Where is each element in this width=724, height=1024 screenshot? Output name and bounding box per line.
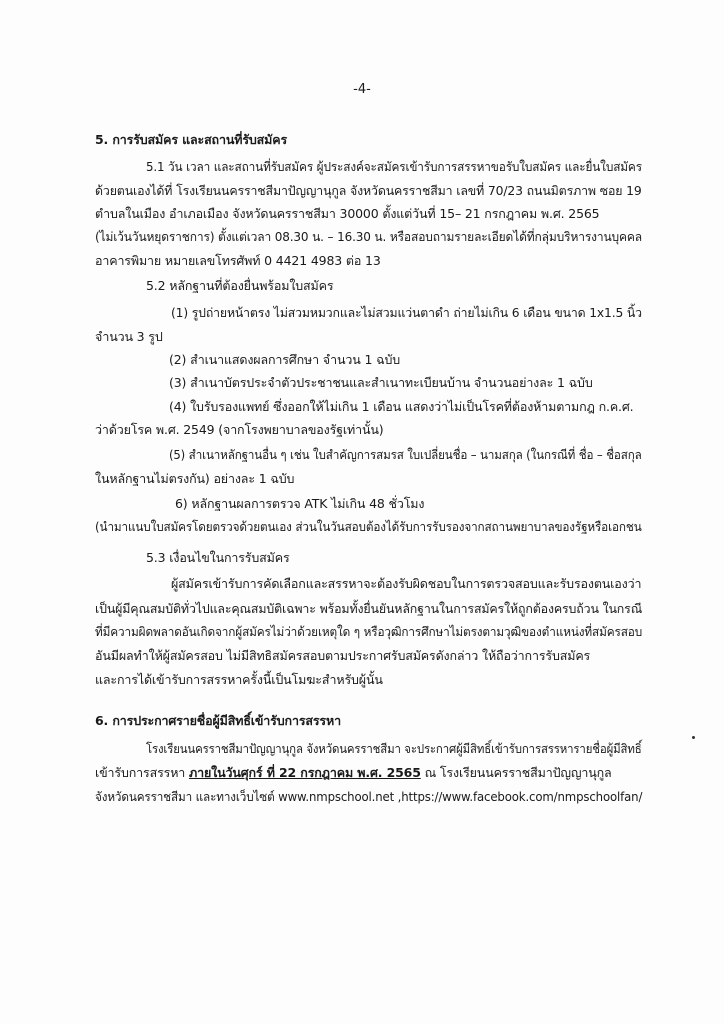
- document-item-4-cont: ว่าด้วยโรค พ.ศ. 2549 (จากโรงพยาบาลของรัฐเท่านั้น): [95, 422, 384, 437]
- section-5-heading: 5. การรับสมัคร และสถานที่รับสมัคร: [95, 132, 288, 147]
- paragraph-5-3-line: เป็นผู้มีคุณสมบัติทั่วไปและคุณสมบัติเฉพาะ พร้อมทั้งยื่นยันหลักฐานในการสมัครให้ถูกต้องครบถ้วน ในกรณี: [95, 601, 643, 616]
- document-item-4: (4) ใบรับรองแพทย์ ซึ่งออกให้ไม่เกิน 1 เดือน แสดงว่าไม่เป็นโรคที่ต้องห้ามตามกฎ ก.ค.ศ.: [169, 399, 634, 414]
- document-item-5-cont: ในหลักฐานไม่ตรงกัน) อย่างละ 1 ฉบับ: [95, 471, 295, 486]
- document-item-2: (2) สำเนาแสดงผลการศึกษา จำนวน 1 ฉบับ: [169, 352, 401, 367]
- paragraph-5-3-line: ผู้สมัครเข้ารับการคัดเลือกและสรรหาจะต้องรับผิดชอบในการตรวจสอบและรับรองตนเองว่า: [171, 576, 642, 591]
- paragraph-5-1-line: 5.1 วัน เวลา และสถานที่รับสมัคร ผู้ประสงค์จะสมัครเข้ารับการสรรหาขอรับใบสมัคร และยื่นใบสมัคร: [146, 159, 642, 174]
- document-item-5: (5) สำเนาหลักฐานอื่น ๆ เช่น ใบสำคัญการสมรส ใบเปลี่ยนชื่อ – นามสกุล (ในกรณีที่ ชื่อ – ชื่อสกุล: [169, 447, 642, 462]
- document-item-1: (1) รูปถ่ายหน้าตรง ไม่สวมหมวกและไม่สวมแว่นตาดำ ถ่ายไม่เกิน 6 เดือน ขนาด 1x1.5 นิ้ว: [171, 305, 642, 320]
- page-number: -4-: [353, 82, 371, 97]
- announcement-date: ภายในวันศุกร์ ที่ 22 กรกฎาคม พ.ศ. 2565: [188, 765, 421, 780]
- announcement-prefix: เข้ารับการสรรหา: [95, 765, 189, 780]
- subsection-5-2-heading: 5.2 หลักฐานที่ต้องยื่นพร้อมใบสมัคร: [146, 278, 334, 293]
- section-6-line: โรงเรียนนครราชสีมาปัญญานุกูล จังหวัดนครราชสีมา จะประกาศผู้มีสิทธิ์เข้ารับการสรรหารายชื่อผู้มีสิทธิ์: [146, 741, 642, 756]
- document-item-1-cont: จำนวน 3 รูป: [95, 329, 163, 344]
- announcement-location: ณ โรงเรียนนครราชสีมาปัญญานุกูล: [420, 765, 612, 780]
- paragraph-5-3-line: ที่มีความผิดพลาดอันเกิดจากผู้สมัครไม่ว่าด้วยเหตุใด ๆ หรือวุฒิการศึกษาไม่ตรงตามวุฒิของตำแหน่งที่สมัครสอบ: [95, 624, 643, 639]
- section-6-line: จังหวัดนครราชสีมา และทางเว็บไซต์ www.nmpschool.net ,https://www.facebook.com/nmpschoolfan/: [95, 789, 643, 804]
- paragraph-5-3-line: อันมีผลทำให้ผู้สมัครสอบ ไม่มีสิทธิสมัครสอบตามประกาศรับสมัครดังกล่าว ให้ถือว่าการรับสมัคร: [95, 648, 591, 663]
- section-6-line: [95, 764, 612, 781]
- subsection-5-3-heading: 5.3 เงื่อนไขในการรับสมัคร: [146, 550, 290, 565]
- paragraph-5-1-line: (ไม่เว้นวันหยุดราชการ) ตั้งแต่เวลา 08.30 น. – 16.30 น. หรือสอบถามรายละเอียดได้ที่กลุ่มบริหารงานบุคคล: [95, 229, 643, 244]
- paragraph-5-1-line: ตำบลในเมือง อำเภอเมือง จังหวัดนครราชสีมา 30000 ตั้งแต่วันที่ 15– 21 กรกฎาคม พ.ศ. 2565: [95, 206, 600, 221]
- document-item-3: (3) สำเนาบัตรประจำตัวประชาชนและสำเนาทะเบียนบ้าน จำนวนอย่างละ 1 ฉบับ: [169, 375, 593, 390]
- paragraph-5-1-line: อาคารพิมาย หมายเลขโทรศัพท์ 0 4421 4983 ต่อ 13: [95, 253, 381, 268]
- section-6-heading: 6. การประกาศรายชื่อผู้มีสิทธิ์เข้ารับการสรรหา: [95, 713, 341, 728]
- paragraph-5-1-line: ด้วยตนเองได้ที่ โรงเรียนนครราชสีมาปัญญานุกูล จังหวัดนครราชสีมา เลขที่ 70/23 ถนนมิตรภาพ ซอย 19: [95, 183, 642, 198]
- document-item-6-cont: (นำมาแนบใบสมัครโดยตรวจด้วยตนเอง ส่วนในวันสอบต้องได้รับการรับรองจากสถานพยาบาลของรัฐหรือเอกชน: [95, 519, 642, 534]
- paragraph-5-3-line: และการได้เข้ารับการสรรหาครั้งนี้เป็นโมฆะสำหรับผู้นั้น: [95, 672, 383, 687]
- scan-speck: [692, 736, 695, 739]
- document-item-6: 6) หลักฐานผลการตรวจ ATK ไม่เกิน 48 ชั่วโมง: [175, 496, 425, 511]
